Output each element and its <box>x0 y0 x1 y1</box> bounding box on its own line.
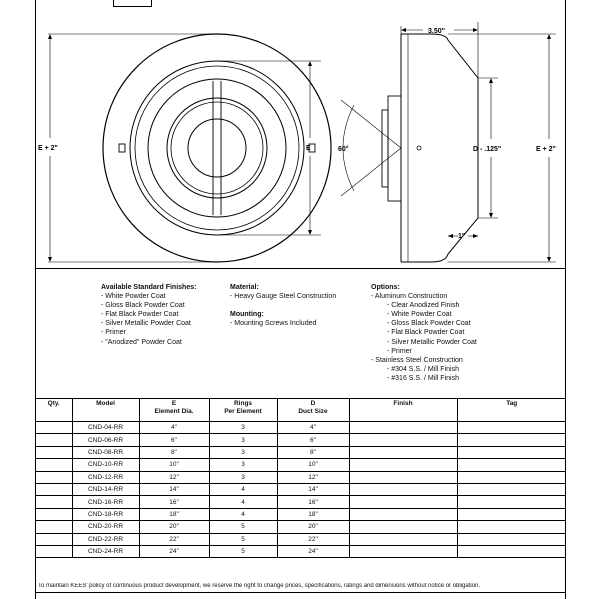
element-dia-cell: 20" <box>139 521 209 533</box>
table-row <box>36 434 566 446</box>
side-view <box>382 34 478 262</box>
finish-cell[interactable] <box>349 521 457 533</box>
qty-cell[interactable] <box>36 545 72 557</box>
table-row <box>36 508 566 520</box>
duct-size-cell: 16" <box>277 496 349 508</box>
element-dia-cell: 10" <box>139 459 209 471</box>
dim-width-350: 3.50" <box>428 28 445 35</box>
finish-item: - Gloss Black Powder Coat <box>101 302 185 310</box>
tag-cell[interactable] <box>457 434 566 446</box>
table-row <box>36 533 566 545</box>
finish-item: - White Powder Coat <box>101 293 166 301</box>
tag-cell[interactable] <box>457 508 566 520</box>
ring-2-inner <box>171 102 263 194</box>
element-dia-cell: 16" <box>139 496 209 508</box>
model-cell: CND-08-RR <box>72 446 139 458</box>
dim-e-center: E <box>306 145 311 152</box>
qty-cell[interactable] <box>36 496 72 508</box>
model-cell: CND-20-RR <box>72 521 139 533</box>
footer-disclaimer: To maintain KEES' policy of continuous product development, we reserve the right to change prices, specifications, ratings and dimensions without notice or obligation. <box>38 583 481 589</box>
col-finish: Finish <box>349 398 457 422</box>
rings-cell: 3 <box>209 471 277 483</box>
finish-cell[interactable] <box>349 446 457 458</box>
dim-e-plus-2-right: E + 2" <box>536 146 556 153</box>
model-cell: CND-24-RR <box>72 545 139 557</box>
material-item: - Heavy Gauge Steel Construction <box>230 293 337 301</box>
qty-cell[interactable] <box>36 422 72 434</box>
finish-cell[interactable] <box>349 434 457 446</box>
rings-cell: 3 <box>209 434 277 446</box>
option-item: - #316 S.S. / Mill Finish <box>387 374 459 382</box>
tag-cell[interactable] <box>457 483 566 495</box>
tag-cell[interactable] <box>457 533 566 545</box>
option-item: - Flat Black Powder Coat <box>387 329 465 337</box>
finish-cell[interactable] <box>349 533 457 545</box>
col-element-dia: E Element Dia. <box>139 398 209 422</box>
dim-e-plus-2-left: E + 2" <box>38 145 58 152</box>
element-dia-cell: 22" <box>139 533 209 545</box>
element-dia-cell: 12" <box>139 471 209 483</box>
ring-1-circle <box>188 119 246 177</box>
technical-drawing <box>36 0 567 280</box>
duct-size-cell: 12" <box>277 471 349 483</box>
model-cell: CND-22-RR <box>72 533 139 545</box>
option-stainless: - Stainless Steel Construction <box>371 356 463 364</box>
col-model: Model <box>72 398 139 422</box>
table-row <box>36 446 566 458</box>
options-heading: Options: <box>371 284 400 291</box>
option-item: - White Powder Coat <box>387 311 452 319</box>
duct-size-cell: 22" <box>277 533 349 545</box>
rings-cell: 3 <box>209 446 277 458</box>
dim-angle: 60° <box>338 146 349 153</box>
table-row <box>36 422 566 434</box>
mounting-item: - Mounting Screws Included <box>230 320 317 328</box>
rings-cell: 3 <box>209 422 277 434</box>
rings-cell: 3 <box>209 459 277 471</box>
col-duct-size: D Duct Size <box>277 398 349 422</box>
tag-cell[interactable] <box>457 496 566 508</box>
tag-cell[interactable] <box>457 545 566 557</box>
duct-size-cell: 8" <box>277 446 349 458</box>
qty-cell[interactable] <box>36 483 72 495</box>
dim-one-inch: 1" <box>458 233 466 240</box>
element-dia-cell: 8" <box>139 446 209 458</box>
option-item: - #304 S.S. / Mill Finish <box>387 365 459 373</box>
finish-item: - "Anodized" Powder Coat <box>101 338 182 346</box>
table-row <box>36 521 566 533</box>
material-heading: Material: <box>230 284 259 291</box>
front-view <box>103 34 331 262</box>
col-qty: Qty. <box>36 398 72 422</box>
table-row <box>36 496 566 508</box>
duct-size-cell: 4" <box>277 422 349 434</box>
model-cell: CND-06-RR <box>72 434 139 446</box>
element-dia-cell: 18" <box>139 508 209 520</box>
front-dimensions <box>48 34 321 262</box>
qty-cell[interactable] <box>36 533 72 545</box>
housing-outer-circle <box>130 61 304 235</box>
duct-size-cell: 10" <box>277 459 349 471</box>
rings-cell: 5 <box>209 533 277 545</box>
model-cell: CND-10-RR <box>72 459 139 471</box>
qty-cell[interactable] <box>36 508 72 520</box>
duct-size-cell: 18" <box>277 508 349 520</box>
col-rings: Rings Per Element <box>209 398 277 422</box>
ring-3-circle <box>148 79 286 217</box>
option-item: - Primer <box>387 347 412 355</box>
outer-flange-circle <box>103 34 331 262</box>
duct-size-cell: 20" <box>277 521 349 533</box>
finish-item: - Primer <box>101 329 126 337</box>
finishes-block <box>101 283 196 347</box>
qty-cell[interactable] <box>36 446 72 458</box>
tag-cell[interactable] <box>457 459 566 471</box>
finish-cell[interactable] <box>349 496 457 508</box>
tag-cell[interactable] <box>457 422 566 434</box>
dim-d-minus: D - .125" <box>473 146 502 153</box>
col-tag: Tag <box>457 398 566 422</box>
rings-cell: 4 <box>209 496 277 508</box>
tag-cell[interactable] <box>457 521 566 533</box>
rings-cell: 5 <box>209 545 277 557</box>
option-item: - Clear Anodized Finish <box>387 302 460 310</box>
element-dia-cell: 6" <box>139 434 209 446</box>
table-row <box>36 483 566 495</box>
ring-2-outer <box>167 98 267 198</box>
qty-cell[interactable] <box>36 459 72 471</box>
model-cell: CND-04-RR <box>72 422 139 434</box>
option-item: - Silver Metallic Powder Coat <box>387 338 477 346</box>
element-dia-cell: 14" <box>139 483 209 495</box>
model-cell: CND-12-RR <box>72 471 139 483</box>
duct-size-cell: 6" <box>277 434 349 446</box>
element-dia-cell: 24" <box>139 545 209 557</box>
element-dia-cell: 4" <box>139 422 209 434</box>
table-row <box>36 459 566 471</box>
finish-item: - Flat Black Powder Coat <box>101 311 179 319</box>
model-cell: CND-16-RR <box>72 496 139 508</box>
rings-cell: 4 <box>209 483 277 495</box>
finish-cell[interactable] <box>349 422 457 434</box>
finishes-heading: Available Standard Finishes: <box>101 284 197 291</box>
model-cell: CND-14-RR <box>72 483 139 495</box>
rings-cell: 4 <box>209 508 277 520</box>
qty-cell[interactable] <box>36 434 72 446</box>
finish-item: - Silver Metallic Powder Coat <box>101 320 191 328</box>
option-aluminum: - Aluminum Construction <box>371 293 448 301</box>
model-cell: CND-18-RR <box>72 508 139 520</box>
options-block <box>371 283 477 383</box>
mounting-heading: Mounting: <box>230 311 264 319</box>
finish-cell[interactable] <box>349 483 457 495</box>
qty-cell[interactable] <box>36 471 72 483</box>
duct-size-cell: 24" <box>277 545 349 557</box>
finish-cell[interactable] <box>349 459 457 471</box>
duct-size-cell: 14" <box>277 483 349 495</box>
table-row <box>36 545 566 557</box>
option-item: - Gloss Black Powder Coat <box>387 320 471 328</box>
footer-rule <box>36 592 566 593</box>
rings-cell: 5 <box>209 521 277 533</box>
tag-cell[interactable] <box>457 446 566 458</box>
qty-cell[interactable] <box>36 521 72 533</box>
housing-inner-circle <box>135 66 299 230</box>
tag-cell[interactable] <box>457 471 566 483</box>
finish-cell[interactable] <box>349 545 457 557</box>
divider-drawing <box>36 268 565 269</box>
table-row <box>36 471 566 483</box>
finish-cell[interactable] <box>349 508 457 520</box>
spec-sheet <box>35 0 566 599</box>
finish-cell[interactable] <box>349 471 457 483</box>
model-table <box>36 398 566 558</box>
material-block <box>230 283 336 328</box>
